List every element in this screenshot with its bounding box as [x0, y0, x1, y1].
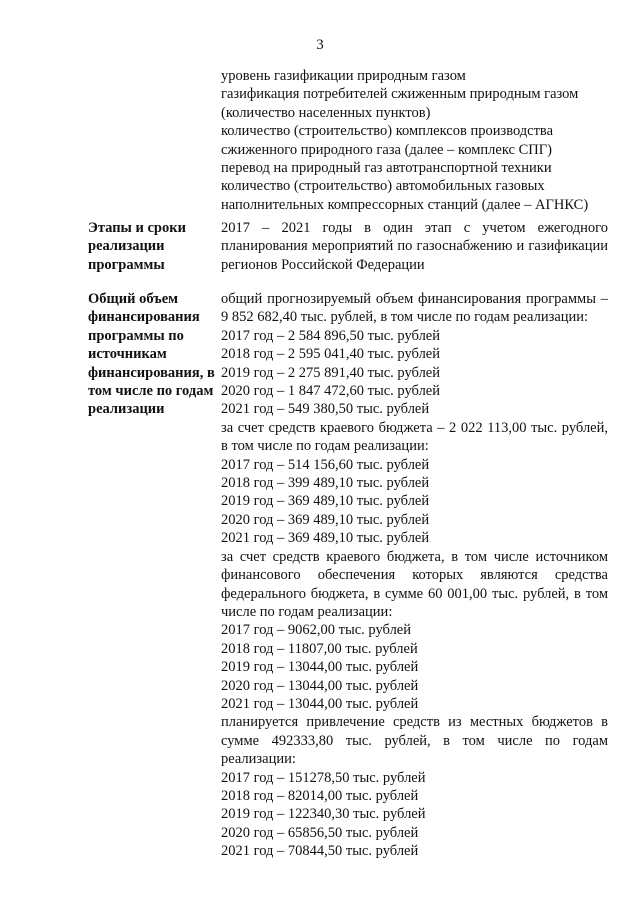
financing-value — [221, 290, 608, 861]
financing-regional-intro: за счет средств краевого бюджета – 2 022 113,00 тыс. рублей, в том числе по годам реализации: — [221, 419, 608, 455]
financing-federal-year: 2021 год – 13044,00 тыс. рублей — [221, 695, 419, 712]
financing-local-intro: планируется привлечение средств из местных бюджетов в сумме 492333,80 тыс. рублей, в том числе по годам реализации: — [221, 714, 608, 768]
financing-federal-year: 2019 год – 13044,00 тыс. рублей — [221, 659, 419, 676]
financing-label: Общий объем финансирования программы по источникам финансирования, в том числе по годам реализации — [88, 291, 215, 418]
indicators-continuation — [221, 67, 608, 214]
financing-total-year: 2019 год – 2 275 891,40 тыс. рублей — [221, 364, 441, 381]
financing-total-intro: общий прогнозируемый объем финансирования программы – 9 852 682,40 тыс. рублей, в том числе по годам реализации: — [221, 291, 608, 326]
financing-total-year: 2018 год – 2 595 041,40 тыс. рублей — [221, 346, 441, 363]
financing-local-year: 2021 год – 70844,50 тыс. рублей — [221, 843, 419, 860]
stages-label: Этапы и сроки реализации программы — [88, 220, 186, 273]
indicator-line: уровень газификации природным газом — [221, 68, 466, 84]
indicator-line: газификация потребителей сжиженным природным газом — [221, 86, 579, 103]
financing-federal-year: 2018 год – 11807,00 тыс. рублей — [221, 640, 418, 657]
financing-total-year: 2017 год – 2 584 896,50 тыс. рублей — [221, 327, 441, 344]
financing-total-year: 2020 год – 1 847 472,60 тыс. рублей — [221, 383, 441, 400]
financing-total-year: 2021 год – 549 380,50 тыс. рублей — [221, 401, 430, 418]
indicator-line: перевод на природный газ автотранспортной техники — [221, 160, 552, 177]
financing-regional-year: 2021 год – 369 489,10 тыс. рублей — [221, 530, 430, 547]
financing-regional-year: 2018 год – 399 489,10 тыс. рублей — [221, 475, 430, 492]
financing-federal-year: 2017 год – 9062,00 тыс. рублей — [221, 622, 412, 639]
indicator-line: сжиженного природного газа (далее – комплекс СПГ) — [221, 141, 552, 158]
financing-local-year: 2018 год – 82014,00 тыс. рублей — [221, 787, 419, 804]
stages-text: 2017 – 2021 годы в один этап с учетом ежегодного планирования мероприятий по газоснабжению и газификации регионов Российской Федерации — [221, 220, 608, 273]
indicator-line: наполнительных компрессорных станций (далее – АГНКС) — [221, 196, 589, 213]
financing-local-year: 2020 год – 65856,50 тыс. рублей — [221, 824, 419, 841]
financing-regional-year: 2019 год – 369 489,10 тыс. рублей — [221, 493, 430, 510]
stages-value — [221, 219, 608, 274]
indicator-line: количество (строительство) комплексов производства — [221, 123, 554, 140]
financing-federal-intro: за счет средств краевого бюджета, в том числе источником финансового обеспечения которых являются средства федерального бюджета, в сумме 60 001,00 тыс. рублей, в том числе по годам реализации: — [221, 548, 608, 620]
financing-regional-year: 2017 год – 514 156,60 тыс. рублей — [221, 456, 430, 473]
financing-federal-year: 2020 год – 13044,00 тыс. рублей — [221, 677, 419, 694]
indicator-line: (количество населенных пунктов) — [221, 104, 431, 121]
financing-local-year: 2017 год – 151278,50 тыс. рублей — [221, 769, 426, 786]
indicator-line: количество (строительство) автомобильных газовых — [221, 178, 545, 195]
page-number: 3 — [316, 37, 324, 53]
financing-regional-year: 2020 год – 369 489,10 тыс. рублей — [221, 511, 430, 528]
financing-local-year: 2019 год – 122340,30 тыс. рублей — [221, 806, 426, 823]
